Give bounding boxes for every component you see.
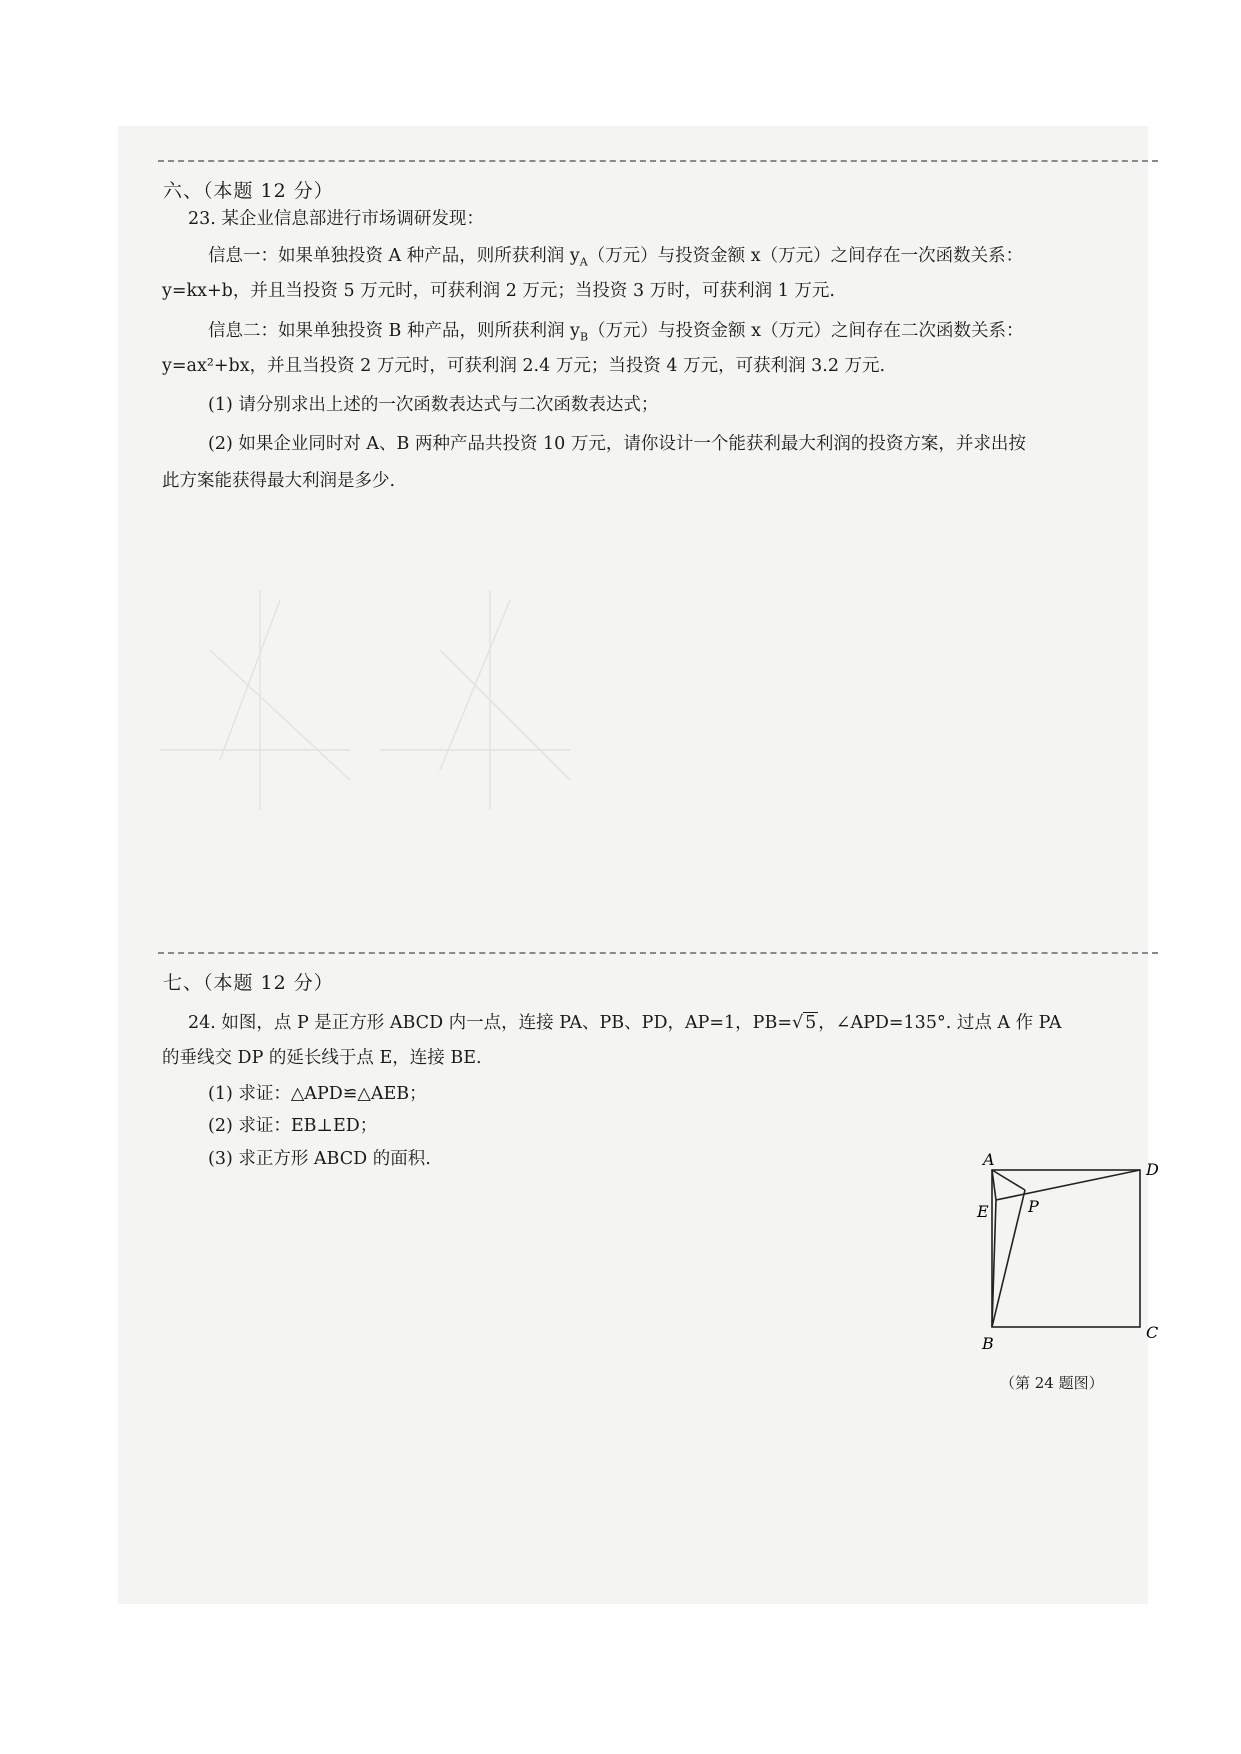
- label-p: P: [1028, 1197, 1039, 1216]
- q23-part2-line2: 此方案能获得最大利润是多少.: [162, 471, 396, 491]
- q23-part1: (1) 请分别求出上述的一次函数表达式与二次函数表达式；: [208, 395, 659, 415]
- divider-top: [158, 160, 1158, 162]
- info2-text-b: （万元）与投资金额 x（万元）之间存在二次函数关系：: [588, 321, 1024, 341]
- q24-line2: 的垂线交 DP 的延长线于点 E，连接 BE.: [162, 1048, 482, 1068]
- section-6-title: 六、（本题 12 分）: [163, 180, 334, 202]
- q23-part2-line1: (2) 如果企业同时对 A、B 两种产品共投资 10 万元，请你设计一个能获利最大利润的投资方案，并求出按: [208, 434, 1026, 454]
- q24-part3: (3) 求正方形 ABCD 的面积.: [208, 1149, 431, 1169]
- bleed-through-figures: [150, 580, 570, 850]
- q23-info2-line2: y=ax²+bx，并且当投资 2 万元时，可获利润 2.4 万元；当投资 4 万元，可获利润 3.2 万元.: [162, 356, 886, 376]
- section-7-title: 七、（本题 12 分）: [163, 972, 334, 994]
- sqrt-symbol: √ 5: [791, 1013, 817, 1033]
- label-d: D: [1146, 1160, 1159, 1179]
- q24-line1: [188, 1010, 1061, 1036]
- q23-info1-line2: y=kx+b，并且当投资 5 万元时，可获利润 2 万元；当投资 3 万时，可获利润 1 万元.: [162, 281, 835, 301]
- q23-info2: [208, 318, 1023, 351]
- info2-subscript: B: [579, 330, 589, 344]
- q23-intro: 23. 某企业信息部进行市场调研发现：: [188, 209, 484, 229]
- segment-ap: [992, 1170, 1025, 1190]
- sqrt-radicand: 5: [805, 1013, 817, 1033]
- q24-geometry-figure: [955, 1148, 1175, 1363]
- q24-part2: (2) 求证：EB⊥ED；: [208, 1116, 378, 1136]
- q24-text-b: ，∠APD=135°. 过点 A 作 PA: [818, 1013, 1062, 1033]
- label-e: E: [977, 1202, 989, 1221]
- figure-caption: （第 24 题图）: [1000, 1374, 1104, 1392]
- label-b: B: [982, 1334, 994, 1353]
- label-c: C: [1146, 1323, 1159, 1342]
- info1-subscript: A: [579, 255, 588, 269]
- info2-text-a: 信息二：如果单独投资 B 种产品，则所获利润 y: [208, 321, 580, 341]
- info1-text-a: 信息一：如果单独投资 A 种产品，则所获利润 y: [208, 246, 580, 266]
- square-abcd: [992, 1170, 1140, 1327]
- divider-middle: [158, 952, 1158, 954]
- q24-part1: (1) 求证：△APD≌△AEB；: [208, 1084, 427, 1104]
- q24-text-a: 24. 如图，点 P 是正方形 ABCD 内一点，连接 PA、PB、PD，AP=1，PB=: [188, 1013, 792, 1033]
- q23-info1: [208, 243, 1023, 276]
- segment-pb: [992, 1190, 1025, 1327]
- label-a: A: [983, 1150, 995, 1169]
- info1-text-b: （万元）与投资金额 x（万元）之间存在一次函数关系：: [587, 246, 1024, 266]
